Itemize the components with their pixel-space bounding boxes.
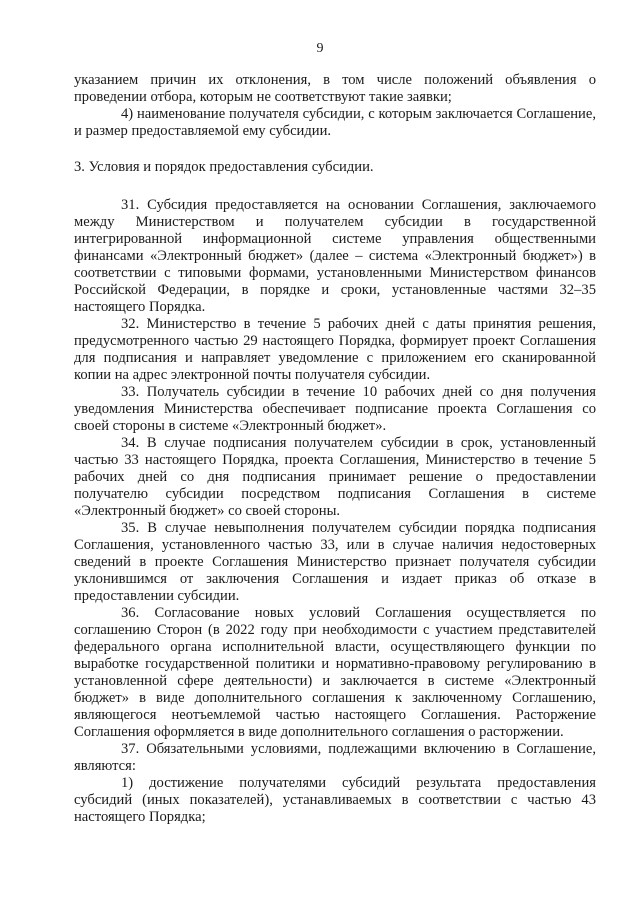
paragraph-34: 34. В случае подписания получателем субсидии в срок, установленный частью 33 настоящего Порядка, проекта Соглашения, Министерство в течение 5 рабочих дней со дня подписания принимает решение о предоставлении получателю субсидии посредством подписания Соглашения в системе «Электронный бюджет» со своей стороны.	[74, 435, 596, 519]
section-heading: 3. Условия и порядок предоставления субсидии.	[74, 159, 374, 175]
paragraph-32: 32. Министерство в течение 5 рабочих дней с даты принятия решения, предусмотренного частью 29 настоящего Порядка, формирует проект Соглашения для подписания и направляет уведомление с приложением его сканированной копии на адрес электронной почты получателя субсидии.	[74, 316, 596, 383]
paragraph-continuation: указанием причин их отклонения, в том числе положений объявления о проведении отбора, которым не соответствуют такие заявки;	[74, 72, 596, 105]
document-body	[74, 72, 596, 826]
paragraph-31: 31. Субсидия предоставляется на основании Соглашения, заключаемого между Министерством и получателем субсидии в государственной интегрированной информационной системе управления общественными финансами «Электронный бюджет» (далее – система «Электронный бюджет») в соответствии с типовыми формами, установленными Министерством финансов Российской Федерации, в порядке и сроки, установленные частями 32–35 настоящего Порядка.	[74, 197, 596, 315]
paragraph-item-4: 4) наименование получателя субсидии, с которым заключается Соглашение, и размер предоставляемой ему субсидии.	[74, 106, 596, 139]
page-number: 9	[316, 41, 324, 56]
paragraph-35: 35. В случае невыполнения получателем субсидии порядка подписания Соглашения, установленного частью 33, или в случае наличия недостоверных сведений в проекте Соглашения Министерство признает получателя субсидии уклонившимся от заключения Соглашения и издает приказ об отказе в предоставлении субсидии.	[74, 520, 596, 604]
paragraph-33: 33. Получатель субсидии в течение 10 рабочих дней со дня получения уведомления Министерства обеспечивает подписание проекта Соглашения со своей стороны в системе «Электронный бюджет».	[74, 384, 596, 434]
paragraph-36: 36. Согласование новых условий Соглашения осуществляется по соглашению Сторон (в 2022 году при необходимости с участием представителей федерального органа исполнительной власти, осуществляющего функции по выработке государственной политики и нормативно-правовому регулированию в установленной сфере деятельности) и заключается в системе «Электронный бюджет» в виде дополнительного соглашения к заключенному Соглашению, являющегося неотъемлемой частью настоящего Соглашения. Расторжение Соглашения оформляется в виде дополнительного соглашения о расторжении.	[74, 605, 596, 740]
paragraph-37-item-1: 1) достижение получателями субсидий результата предоставления субсидий (иных показателей), устанавливаемых в соответствии с частью 43 настоящего Порядка;	[74, 775, 596, 825]
paragraph-37: 37. Обязательными условиями, подлежащими включению в Соглашение, являются:	[74, 741, 596, 774]
